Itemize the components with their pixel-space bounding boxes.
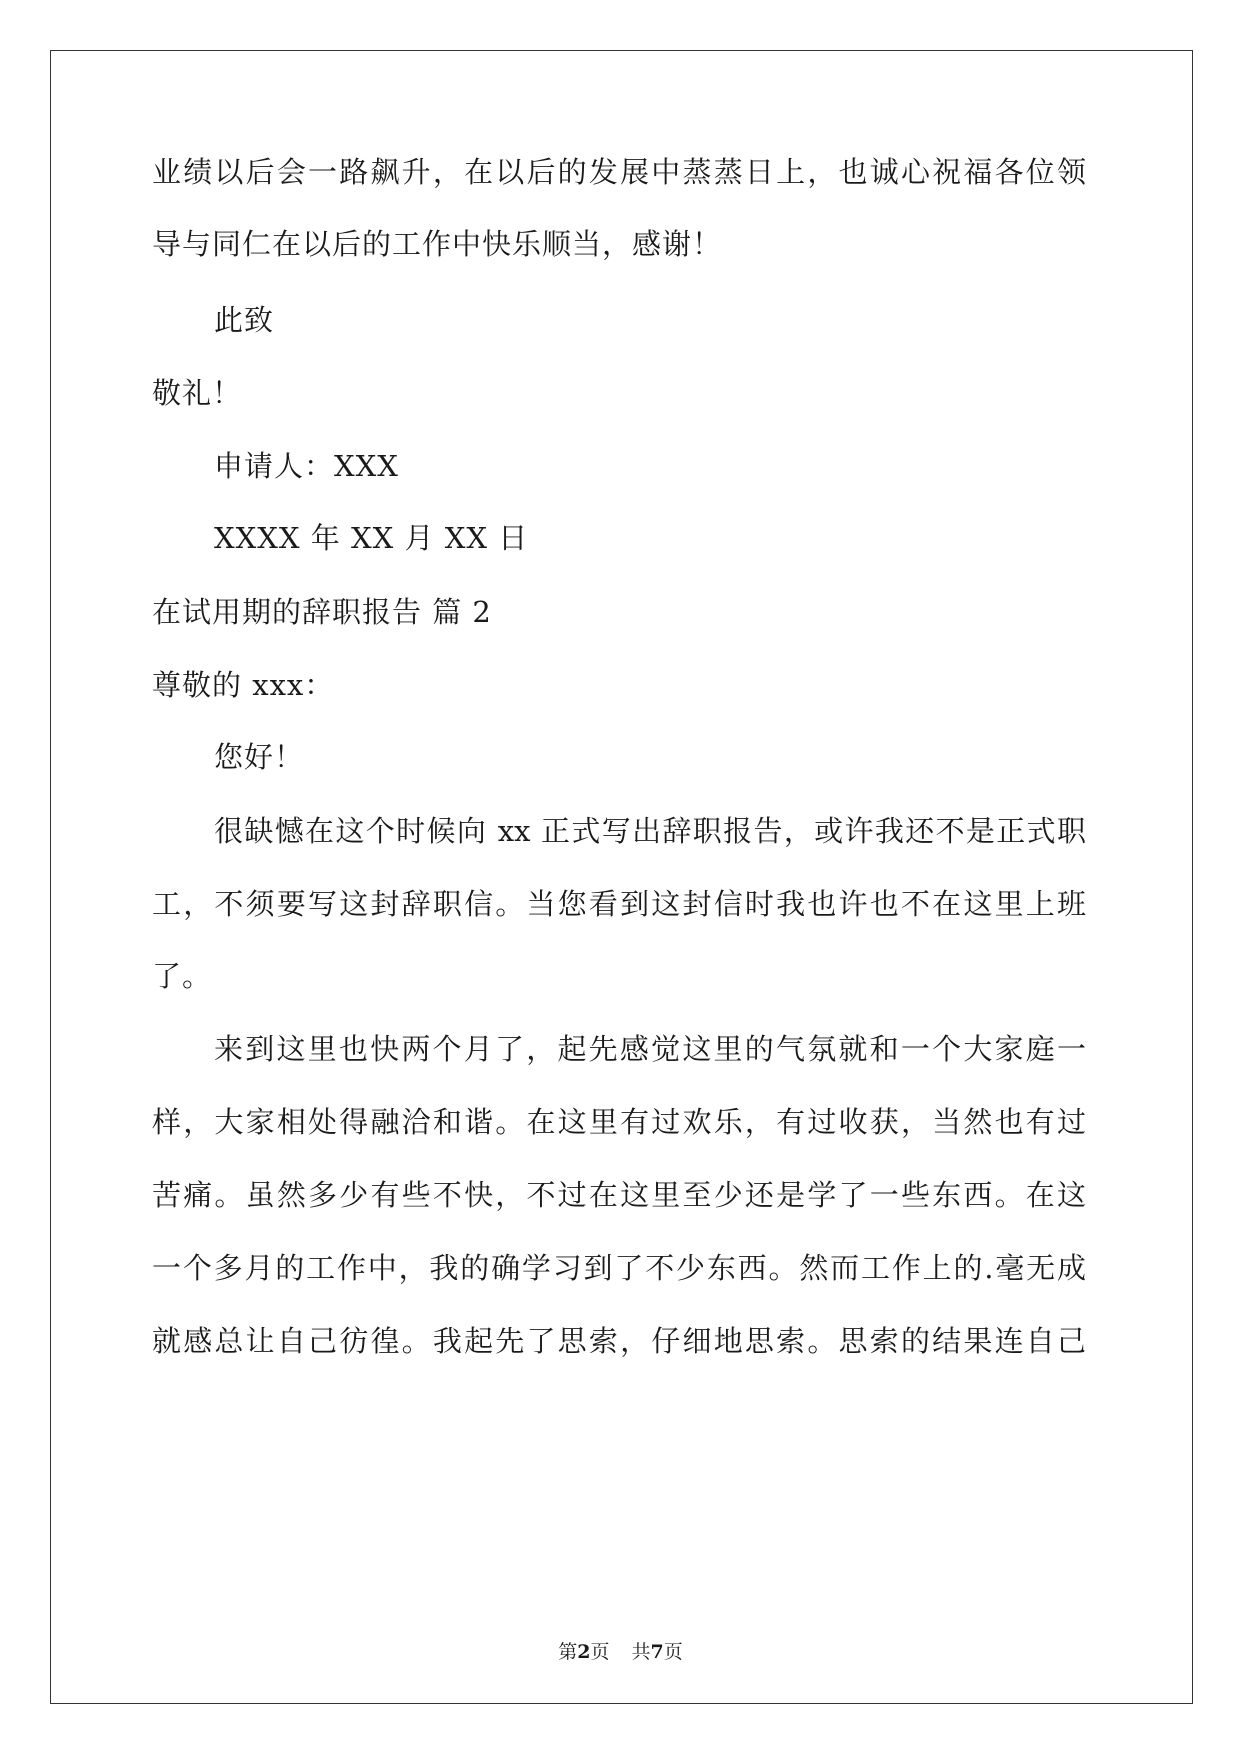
page-prefix: 第: [558, 1641, 578, 1663]
body-line: 很缺憾在这个时候向 xx 正式写出辞职报告，或许我还不是正式职: [214, 814, 1086, 848]
section-heading: 在试用期的辞职报告 篇 2: [152, 595, 492, 629]
body-line: 了。: [152, 959, 213, 993]
closing-regards: 敬礼！: [152, 376, 243, 410]
page-border: [50, 50, 1193, 1704]
page-total: 7: [650, 1641, 664, 1663]
body-line: 导与同仁在以后的工作中快乐顺当，感谢！: [152, 227, 723, 261]
body-line: 苦痛。虽然多少有些不快，不过在这里至少还是学了一些东西。在这: [152, 1178, 1086, 1212]
document-date: XXXX 年 XX 月 XX 日: [214, 521, 529, 555]
page-current: 2: [577, 1641, 591, 1663]
applicant-signature: 申请人：XXX: [214, 449, 399, 483]
body-line: 样，大家相处得融洽和谐。在这里有过欢乐，有过收获，当然也有过: [152, 1105, 1086, 1139]
body-line: 工，不须要写这封辞职信。当您看到这封信时我也许也不在这里上班: [152, 887, 1086, 921]
greeting: 您好！: [214, 740, 305, 774]
total-prefix: 共: [631, 1641, 651, 1663]
page-footer: [0, 1640, 1241, 1664]
body-line: 就感总让自己彷徨。我起先了思索，仔细地思索。思索的结果连自己: [152, 1324, 1086, 1358]
closing-salutation: 此致: [214, 303, 275, 337]
body-line: 一个多月的工作中，我的确学习到了不少东西。然而工作上的.毫无成: [152, 1251, 1086, 1285]
body-line: 来到这里也快两个月了，起先感觉这里的气氛就和一个大家庭一: [214, 1032, 1086, 1066]
total-suffix: 页: [663, 1641, 683, 1663]
letter-salutation: 尊敬的 xxx：: [152, 668, 335, 702]
page-mid: 页: [590, 1641, 610, 1663]
body-line: 业绩以后会一路飙升，在以后的发展中蒸蒸日上，也诚心祝福各位领: [152, 155, 1086, 189]
